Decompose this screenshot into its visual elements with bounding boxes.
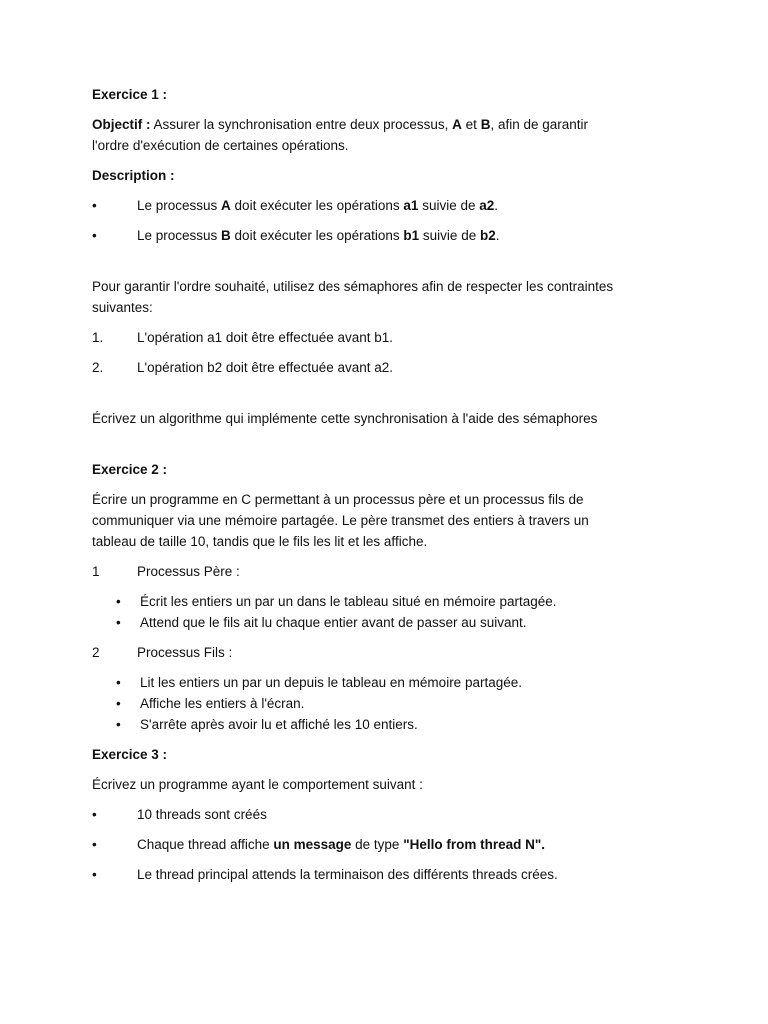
- bullet-icon: •: [92, 837, 97, 852]
- list-item: [92, 864, 682, 885]
- exercise-1-objective: [92, 114, 682, 156]
- intro-line: Écrire un programme en C permettant à un processus père et un processus fils de: [92, 492, 584, 507]
- description-label: Description :: [92, 168, 175, 183]
- bullet-text: .: [495, 228, 500, 243]
- item-text: L'opération a1 doit être effectuée avant b1.: [137, 330, 394, 345]
- list-item: [92, 834, 682, 855]
- list-item: [92, 804, 682, 825]
- bullet-text: suivie de: [419, 228, 480, 243]
- bullet-text: Le processus: [137, 228, 222, 243]
- intro-line: communiquer via une mémoire partagée. Le père transmet des entiers à travers un: [92, 513, 589, 528]
- item-text: 10 threads sont créés: [137, 807, 267, 822]
- list-item: [92, 225, 682, 246]
- document-page: [92, 84, 682, 894]
- objective-text-1: Assurer la synchronisation entre deux processus,: [150, 117, 453, 132]
- bullet-text: doit exécuter les opérations: [230, 198, 404, 213]
- bullet-text: .: [494, 198, 499, 213]
- exercise-1-instruction: Écrivez un algorithme qui implémente cette synchronisation à l'aide des sémaphores: [92, 411, 598, 426]
- process-pere-heading: [92, 561, 682, 582]
- item-text-bold: "Hello from thread N".: [403, 837, 546, 852]
- bullet-icon: •: [116, 675, 121, 690]
- item-text: Affiche les entiers à l'écran.: [140, 696, 305, 711]
- numbered-item: [92, 327, 682, 348]
- constraints-line-1: Pour garantir l'ordre souhaité, utilisez des sémaphores afin de respecter les contraintes: [92, 279, 614, 294]
- bullet-text: doit exécuter les opérations: [230, 228, 404, 243]
- item-text: Le thread principal attends la terminaison des différents threads crées.: [137, 867, 558, 882]
- exercise-3-title: Exercice 3 :: [92, 747, 168, 762]
- pere-sub-list: [92, 591, 682, 633]
- process-fils-heading: [92, 642, 682, 663]
- bullet-op: a2: [479, 198, 495, 213]
- bullet-icon: •: [116, 594, 121, 609]
- process-a-label: A: [452, 117, 462, 132]
- bullet-icon: •: [92, 228, 97, 243]
- bullet-icon: •: [92, 198, 97, 213]
- bullet-icon: •: [116, 717, 121, 732]
- process-b-label: B: [480, 117, 491, 132]
- list-item: [92, 591, 682, 612]
- item-text: Lit les entiers un par un depuis le tableau en mémoire partagée.: [140, 675, 522, 690]
- item-text: L'opération b2 doit être effectuée avant a2.: [137, 360, 394, 375]
- bullet-op: b1: [403, 228, 420, 243]
- bullet-process: A: [221, 198, 231, 213]
- exercise-3-intro: Écrivez un programme ayant le comportement suivant :: [92, 777, 423, 792]
- objective-and: et: [461, 117, 481, 132]
- exercise-2-intro: [92, 489, 682, 552]
- bullet-icon: •: [116, 615, 121, 630]
- bullet-text: Le processus: [137, 198, 222, 213]
- item-text-bold: un message: [273, 837, 352, 852]
- list-item: [92, 693, 682, 714]
- item-label: Processus Fils :: [137, 645, 233, 660]
- list-item: [92, 195, 682, 216]
- bullet-text: suivie de: [418, 198, 480, 213]
- list-item: [92, 714, 682, 735]
- item-text: S'arrête après avoir lu et affiché les 10 entiers.: [140, 717, 418, 732]
- objective-label: Objectif :: [92, 117, 151, 132]
- item-number: 2: [92, 645, 100, 660]
- bullet-icon: •: [92, 867, 97, 882]
- item-number: 1: [92, 564, 100, 579]
- bullet-op: a1: [403, 198, 419, 213]
- bullet-process: B: [221, 228, 231, 243]
- exercise-2-title: Exercice 2 :: [92, 462, 168, 477]
- list-item: [92, 672, 682, 693]
- constraints-line-2: suivantes:: [92, 300, 153, 315]
- item-text: de type: [351, 837, 404, 852]
- item-text: Écrit les entiers un par un dans le tableau situé en mémoire partagée.: [140, 594, 557, 609]
- item-label: Processus Père :: [137, 564, 240, 579]
- bullet-icon: •: [116, 696, 121, 711]
- item-text: Chaque thread affiche: [137, 837, 274, 852]
- objective-text-2: , afin de garantir: [490, 117, 588, 132]
- fils-sub-list: [92, 672, 682, 735]
- item-number: 2.: [92, 360, 104, 375]
- list-item: [92, 612, 682, 633]
- bullet-icon: •: [92, 807, 97, 822]
- numbered-item: [92, 357, 682, 378]
- intro-line: tableau de taille 10, tandis que le fils les lit et les affiche.: [92, 534, 428, 549]
- constraints-paragraph: [92, 276, 682, 318]
- bullet-op: b2: [479, 228, 496, 243]
- item-number: 1.: [92, 330, 104, 345]
- exercise-1-title: Exercice 1 :: [92, 87, 168, 102]
- objective-line-2: l'ordre d'exécution de certaines opérations.: [92, 138, 349, 153]
- item-text: Attend que le fils ait lu chaque entier avant de passer au suivant.: [140, 615, 527, 630]
